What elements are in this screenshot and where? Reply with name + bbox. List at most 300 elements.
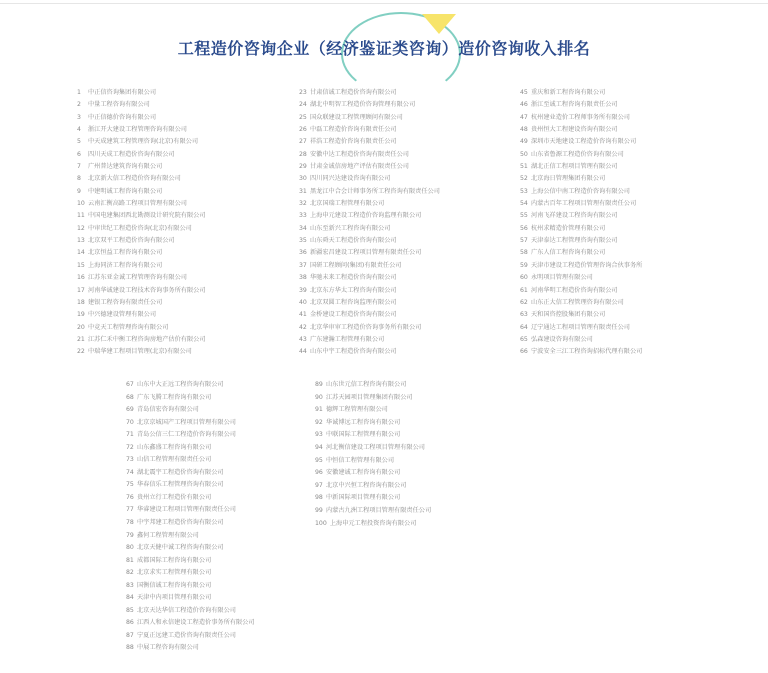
rank-number: 23 bbox=[299, 89, 307, 96]
ranking-row bbox=[77, 198, 206, 210]
ranking-row bbox=[520, 210, 642, 222]
company-name: 贵州恒大工程建设咨询有限公司 bbox=[531, 126, 618, 134]
rank-number: 17 bbox=[77, 286, 85, 294]
company-name: 北京天健中诚工程咨询有限公司 bbox=[137, 544, 224, 552]
ranking-row bbox=[77, 235, 206, 247]
ranking-row bbox=[315, 518, 431, 531]
company-name: 中联国际工程管理有限公司 bbox=[326, 431, 401, 439]
ranking-row bbox=[77, 99, 206, 111]
ranking-column-1 bbox=[77, 87, 206, 359]
company-name: 北京中兴恒工程咨询有限公司 bbox=[326, 481, 407, 489]
ranking-row bbox=[299, 161, 440, 173]
rank-number: 6 bbox=[77, 150, 81, 158]
company-name: 中国电建集团西北勘测设计研究院有限公司 bbox=[88, 212, 206, 220]
rank-number: 57 bbox=[520, 237, 528, 245]
ranking-row bbox=[126, 417, 255, 430]
company-name: 湖北正信工程项目管理有限公司 bbox=[531, 163, 618, 171]
rank-number: 48 bbox=[520, 126, 528, 134]
ranking-row bbox=[520, 346, 642, 358]
ranking-row bbox=[520, 173, 642, 185]
rank-number: 38 bbox=[299, 274, 307, 282]
rank-number: 71 bbox=[126, 431, 134, 439]
rank-number: 56 bbox=[520, 224, 528, 232]
company-name: 河南华明工程造价咨询有限公司 bbox=[531, 286, 618, 294]
company-name: 山东中宇工程造价咨询有限公司 bbox=[310, 348, 397, 356]
rank-number: 40 bbox=[299, 298, 307, 306]
company-name: 天津中内项目管理有限公司 bbox=[137, 594, 212, 602]
rank-number: 49 bbox=[520, 138, 528, 146]
rank-number: 4 bbox=[77, 126, 81, 134]
company-name: 北京恒益工程咨询有限公司 bbox=[88, 249, 163, 257]
company-name: 安徽中达工程造价咨询有限责任公司 bbox=[310, 150, 409, 158]
ranking-row bbox=[520, 161, 642, 173]
rank-number: 62 bbox=[520, 298, 528, 306]
company-name: 北京东方华太工程咨询有限公司 bbox=[310, 286, 397, 294]
rank-number: 13 bbox=[77, 237, 85, 245]
company-name: 宁夏正远建工造价咨询有限责任公司 bbox=[137, 631, 236, 639]
company-name: 河南华诚建设工程技术咨询事务所有限公司 bbox=[88, 286, 206, 294]
company-name: 云南汇衡高路工程项目管理有限公司 bbox=[88, 200, 187, 208]
rank-number: 73 bbox=[126, 456, 134, 464]
ranking-row bbox=[126, 504, 255, 517]
rank-number: 46 bbox=[520, 101, 528, 109]
company-name: 北京京城国产工程项目管理有限公司 bbox=[137, 418, 236, 426]
rank-number: 1 bbox=[77, 89, 81, 96]
ranking-row bbox=[299, 322, 440, 334]
company-name: 广东建瀚工程管理有限公司 bbox=[310, 335, 385, 343]
ranking-row bbox=[126, 592, 255, 605]
ranking-column-4 bbox=[126, 379, 255, 655]
ranking-row bbox=[77, 346, 206, 358]
ranking-row bbox=[520, 149, 642, 161]
ranking-row bbox=[315, 455, 431, 468]
rank-number: 83 bbox=[126, 581, 134, 589]
ranking-row bbox=[299, 149, 440, 161]
ranking-row bbox=[77, 297, 206, 309]
company-name: 上海公信中南工程造价咨询有限公司 bbox=[531, 187, 630, 195]
ranking-row bbox=[126, 404, 255, 417]
rank-number: 29 bbox=[299, 163, 307, 171]
rank-number: 34 bbox=[299, 224, 307, 232]
rank-number: 99 bbox=[315, 506, 323, 514]
company-name: 中建明诚工程咨询有限公司 bbox=[88, 187, 163, 195]
rank-number: 100 bbox=[315, 519, 327, 527]
rank-number: 27 bbox=[299, 138, 307, 146]
company-name: 中正信咨询集团有限公司 bbox=[88, 89, 157, 96]
ranking-row bbox=[126, 542, 255, 555]
rank-number: 31 bbox=[299, 187, 307, 195]
company-name: 中展工程咨询有限公司 bbox=[137, 644, 199, 652]
ranking-row bbox=[520, 322, 642, 334]
rank-number: 25 bbox=[299, 113, 307, 121]
rank-number: 96 bbox=[315, 469, 323, 477]
rank-number: 98 bbox=[315, 494, 323, 502]
rank-number: 43 bbox=[299, 335, 307, 343]
rank-number: 77 bbox=[126, 506, 134, 514]
rank-number: 22 bbox=[77, 348, 85, 356]
ranking-row bbox=[77, 112, 206, 124]
company-name: 四川天成工程造价咨询有限公司 bbox=[88, 150, 175, 158]
rank-number: 30 bbox=[299, 175, 307, 183]
rank-number: 60 bbox=[520, 274, 528, 282]
company-name: 贵州立行工程造价有限公司 bbox=[137, 493, 212, 501]
ranking-row bbox=[299, 334, 440, 346]
ranking-row bbox=[520, 285, 642, 297]
company-name: 华春信乐工程管理咨询有限公司 bbox=[137, 481, 224, 489]
ranking-row bbox=[126, 467, 255, 480]
ranking-row bbox=[299, 87, 440, 99]
company-name: 浙江开大建设工程管理咨询有限公司 bbox=[88, 126, 187, 134]
company-name: 中兴德建设管理有限公司 bbox=[88, 311, 157, 319]
rank-number: 68 bbox=[126, 393, 134, 401]
ranking-row bbox=[520, 124, 642, 136]
ranking-row bbox=[315, 429, 431, 442]
company-name: 德辉工程管理有限公司 bbox=[326, 406, 388, 414]
ranking-row bbox=[126, 442, 255, 455]
ranking-row bbox=[315, 505, 431, 518]
company-name: 河北衡信建设工程项目管理有限公司 bbox=[326, 443, 425, 451]
company-name: 国众联建设工程管理顾问有限公司 bbox=[310, 113, 403, 121]
ranking-column-3 bbox=[520, 87, 642, 359]
company-name: 重庆和新工程咨询有限公司 bbox=[531, 89, 606, 96]
ranking-row bbox=[520, 272, 642, 284]
ranking-row bbox=[126, 479, 255, 492]
company-name: 北京双平工程造价咨询有限公司 bbox=[88, 237, 175, 245]
ranking-row bbox=[299, 260, 440, 272]
ranking-row bbox=[315, 379, 431, 392]
ranking-row bbox=[126, 567, 255, 580]
ranking-row bbox=[126, 517, 255, 530]
rank-number: 44 bbox=[299, 348, 307, 356]
ranking-row bbox=[77, 149, 206, 161]
rank-number: 52 bbox=[520, 175, 528, 183]
company-name: 国衡信诚工程咨询有限公司 bbox=[137, 581, 212, 589]
ranking-row bbox=[299, 136, 440, 148]
company-name: 中恒信工程管理有限公司 bbox=[326, 456, 395, 464]
rank-number: 80 bbox=[126, 544, 134, 552]
rank-number: 64 bbox=[520, 323, 528, 331]
ranking-row bbox=[520, 136, 642, 148]
ranking-row bbox=[299, 124, 440, 136]
rank-number: 2 bbox=[77, 101, 81, 109]
ranking-row bbox=[77, 136, 206, 148]
company-name: 北京新大信工程造价咨询有限公司 bbox=[88, 175, 181, 183]
rank-number: 91 bbox=[315, 406, 323, 414]
ranking-row bbox=[299, 112, 440, 124]
ranking-row bbox=[77, 260, 206, 272]
ranking-row bbox=[299, 285, 440, 297]
ranking-row bbox=[126, 642, 255, 655]
ranking-row bbox=[315, 442, 431, 455]
rank-number: 54 bbox=[520, 200, 528, 208]
company-name: 成都国际工程咨询有限公司 bbox=[137, 556, 212, 564]
rank-number: 37 bbox=[299, 261, 307, 269]
rank-number: 90 bbox=[315, 393, 323, 401]
company-name: 中量工程咨询有限公司 bbox=[88, 101, 150, 109]
rank-number: 53 bbox=[520, 187, 528, 195]
rank-number: 63 bbox=[520, 311, 528, 319]
ranking-row bbox=[520, 334, 642, 346]
company-name: 甘肃金诚信房地产评估有限责任公司 bbox=[310, 163, 409, 171]
ranking-row bbox=[126, 530, 255, 543]
rank-number: 16 bbox=[77, 274, 85, 282]
rank-number: 67 bbox=[126, 381, 134, 388]
company-name: 辽宁通达工程项目管理有限责任公司 bbox=[531, 323, 630, 331]
ranking-row bbox=[520, 186, 642, 198]
decorative-triangle-icon bbox=[422, 14, 456, 34]
rank-number: 35 bbox=[299, 237, 307, 245]
rank-number: 51 bbox=[520, 163, 528, 171]
rank-number: 76 bbox=[126, 493, 134, 501]
rank-number: 28 bbox=[299, 150, 307, 158]
rank-number: 97 bbox=[315, 481, 323, 489]
rank-number: 69 bbox=[126, 406, 134, 414]
company-name: 中磊工程造价咨询有限责任公司 bbox=[310, 126, 397, 134]
rank-number: 58 bbox=[520, 249, 528, 257]
company-name: 山东鑫盛工程咨询有限公司 bbox=[137, 443, 212, 451]
company-name: 天津市建设工程造价管理咨询合伙事务所 bbox=[531, 261, 643, 269]
rank-number: 79 bbox=[126, 531, 134, 539]
company-name: 弘森建设咨询有限公司 bbox=[531, 335, 593, 343]
ranking-row bbox=[299, 247, 440, 259]
company-name: 金桥建设工程造价咨询有限公司 bbox=[310, 311, 397, 319]
rank-number: 81 bbox=[126, 556, 134, 564]
ranking-row bbox=[299, 210, 440, 222]
ranking-row bbox=[126, 555, 255, 568]
ranking-row bbox=[520, 87, 642, 99]
company-name: 内蒙古九洲工程项目管理有限责任公司 bbox=[326, 506, 432, 514]
company-name: 北京海日管理集团有限公司 bbox=[531, 175, 606, 183]
ranking-row bbox=[520, 112, 642, 124]
ranking-column-5 bbox=[315, 379, 431, 530]
company-name: 山东省鲁源工程造价咨询有限公司 bbox=[531, 150, 624, 158]
company-name: 上海同济工程咨询有限公司 bbox=[88, 261, 163, 269]
ranking-row bbox=[520, 99, 642, 111]
company-name: 宁波安全三江工程咨询招标代理有限公司 bbox=[531, 348, 643, 356]
company-name: 新疆宏昌建设工程项目管理有限责任公司 bbox=[310, 249, 422, 257]
rank-number: 24 bbox=[299, 101, 307, 109]
ranking-row bbox=[315, 392, 431, 405]
company-name: 广东飞腾工程咨询有限公司 bbox=[137, 393, 212, 401]
company-name: 江西人和永信建设工程造价事务所有限公司 bbox=[137, 619, 255, 627]
rank-number: 55 bbox=[520, 212, 528, 220]
company-name: 广东人信工程咨询有限公司 bbox=[531, 249, 606, 257]
ranking-row bbox=[126, 492, 255, 505]
company-name: 杭州建业造价工程师事务所有限公司 bbox=[531, 113, 630, 121]
ranking-row bbox=[315, 404, 431, 417]
company-name: 中宇邦建工程造价咨询有限公司 bbox=[137, 519, 224, 527]
rank-number: 87 bbox=[126, 631, 134, 639]
company-name: 青岛公信三仁工程造价咨询有限公司 bbox=[137, 431, 236, 439]
ranking-row bbox=[299, 198, 440, 210]
rank-number: 19 bbox=[77, 311, 85, 319]
rank-number: 36 bbox=[299, 249, 307, 257]
rank-number: 94 bbox=[315, 443, 323, 451]
company-name: 中新国际项目管理有限公司 bbox=[326, 494, 401, 502]
ranking-row bbox=[77, 272, 206, 284]
company-name: 北京国瑞工程管理有限公司 bbox=[310, 200, 385, 208]
ranking-row bbox=[315, 480, 431, 493]
ranking-row bbox=[520, 247, 642, 259]
company-name: 中瑞华建工程项目管理(北京)有限公司 bbox=[88, 348, 192, 356]
ranking-row bbox=[520, 235, 642, 247]
page-title: 工程造价咨询企业（经济鉴证类咨询）造价咨询收入排名 bbox=[177, 39, 591, 58]
rank-number: 32 bbox=[299, 200, 307, 208]
company-name: 天津泰达工程管理咨询有限公司 bbox=[531, 237, 618, 245]
company-name: 国研工程顾问(集团)有限责任公司 bbox=[310, 261, 402, 269]
company-name: 祥浩工程造价咨询有限责任公司 bbox=[310, 138, 397, 146]
company-name: 建银工程咨询有限责任公司 bbox=[88, 298, 163, 306]
rank-number: 78 bbox=[126, 519, 134, 527]
rank-number: 89 bbox=[315, 381, 323, 388]
company-name: 山东舜天工程造价咨询有限公司 bbox=[310, 237, 397, 245]
title-block bbox=[0, 0, 768, 80]
ranking-row bbox=[77, 334, 206, 346]
rank-number: 72 bbox=[126, 443, 134, 451]
rank-number: 12 bbox=[77, 224, 85, 232]
ranking-row bbox=[520, 223, 642, 235]
ranking-row bbox=[77, 322, 206, 334]
company-name: 山东中大正远工程咨询有限公司 bbox=[137, 381, 224, 388]
rank-number: 14 bbox=[77, 249, 85, 257]
rank-number: 88 bbox=[126, 644, 134, 652]
company-name: 天和国咨控股集团有限公司 bbox=[531, 311, 606, 319]
rank-number: 85 bbox=[126, 606, 134, 614]
company-name: 山信工程管理有限责任公司 bbox=[137, 456, 212, 464]
rank-number: 5 bbox=[77, 138, 81, 146]
company-name: 华睿建设工程项目管理有限责任公司 bbox=[137, 506, 236, 514]
company-name: 湖北震宇工程造价咨询有限公司 bbox=[137, 468, 224, 476]
rank-number: 7 bbox=[77, 163, 81, 171]
rank-number: 20 bbox=[77, 323, 85, 331]
ranking-row bbox=[77, 210, 206, 222]
rank-number: 26 bbox=[299, 126, 307, 134]
ranking-row bbox=[299, 173, 440, 185]
ranking-row bbox=[126, 605, 255, 618]
company-name: 山东正大信工程管理咨询有限公司 bbox=[531, 298, 624, 306]
ranking-row bbox=[126, 379, 255, 392]
company-name: 华驰未来工程造价咨询有限公司 bbox=[310, 274, 397, 282]
rank-number: 93 bbox=[315, 431, 323, 439]
company-name: 鑫何工程管理有限公司 bbox=[137, 531, 199, 539]
rank-number: 42 bbox=[299, 323, 307, 331]
company-name: 杭州求精造价管理有限公司 bbox=[531, 224, 606, 232]
company-name: 中天成建筑工程管理咨询(北京)有限公司 bbox=[88, 138, 199, 146]
rank-number: 47 bbox=[520, 113, 528, 121]
rank-number: 74 bbox=[126, 468, 134, 476]
ranking-row bbox=[77, 173, 206, 185]
company-name: 江苏仁禾中衡工程咨询房地产估价有限公司 bbox=[88, 335, 206, 343]
company-name: 上海申元工程投资咨询有限公司 bbox=[329, 519, 417, 527]
rank-number: 95 bbox=[315, 456, 323, 464]
rank-number: 61 bbox=[520, 286, 528, 294]
ranking-row bbox=[299, 235, 440, 247]
rank-number: 33 bbox=[299, 212, 307, 220]
company-name: 中竞天工程管理咨询有限公司 bbox=[88, 323, 169, 331]
ranking-row bbox=[126, 580, 255, 593]
company-name: 山东至新兴工程咨询有限公司 bbox=[310, 224, 391, 232]
ranking-row bbox=[77, 223, 206, 235]
company-name: 内蒙古百年工程项目管理有限责任公司 bbox=[531, 200, 637, 208]
ranking-row bbox=[315, 492, 431, 505]
ranking-row bbox=[77, 309, 206, 321]
ranking-row bbox=[126, 630, 255, 643]
ranking-row bbox=[77, 161, 206, 173]
company-name: 华诚博远工程咨询有限公司 bbox=[326, 418, 401, 426]
rank-number: 45 bbox=[520, 89, 528, 96]
rank-number: 50 bbox=[520, 150, 528, 158]
company-name: 江苏东亚金诚工程管理咨询有限公司 bbox=[88, 274, 187, 282]
ranking-row bbox=[520, 260, 642, 272]
ranking-row bbox=[77, 186, 206, 198]
company-name: 北京天达华信工程造价咨询有限公司 bbox=[137, 606, 236, 614]
ranking-row bbox=[299, 297, 440, 309]
ranking-row bbox=[520, 198, 642, 210]
rank-number: 10 bbox=[77, 200, 85, 208]
ranking-row bbox=[299, 272, 440, 284]
rank-number: 39 bbox=[299, 286, 307, 294]
rank-number: 11 bbox=[77, 212, 85, 220]
ranking-column-2 bbox=[299, 87, 440, 359]
rank-number: 21 bbox=[77, 335, 85, 343]
rank-number: 70 bbox=[126, 418, 134, 426]
rank-number: 8 bbox=[77, 175, 81, 183]
ranking-row bbox=[315, 417, 431, 430]
company-name: 山东世元信工程咨询有限公司 bbox=[326, 381, 407, 388]
rank-number: 66 bbox=[520, 348, 528, 356]
ranking-row bbox=[126, 392, 255, 405]
rank-number: 41 bbox=[299, 311, 307, 319]
rank-number: 15 bbox=[77, 261, 85, 269]
company-name: 深圳市天地建设工程造价咨询有限公司 bbox=[531, 138, 637, 146]
ranking-row bbox=[77, 87, 206, 99]
rank-number: 9 bbox=[77, 187, 81, 195]
company-name: 北京求实工程管理有限公司 bbox=[137, 569, 212, 577]
company-name: 广州普达建筑咨询有限公司 bbox=[88, 163, 163, 171]
company-name: 江苏天园项目管理集团有限公司 bbox=[326, 393, 413, 401]
rank-number: 65 bbox=[520, 335, 528, 343]
rank-number: 84 bbox=[126, 594, 134, 602]
ranking-row bbox=[126, 617, 255, 630]
ranking-row bbox=[315, 467, 431, 480]
ranking-row bbox=[520, 309, 642, 321]
rank-number: 86 bbox=[126, 619, 134, 627]
rank-number: 3 bbox=[77, 113, 81, 121]
ranking-row bbox=[299, 99, 440, 111]
rank-number: 82 bbox=[126, 569, 134, 577]
ranking-row bbox=[299, 186, 440, 198]
ranking-row bbox=[299, 346, 440, 358]
company-name: 安徽建诚工程咨询有限公司 bbox=[326, 469, 401, 477]
ranking-row bbox=[77, 124, 206, 136]
ranking-row bbox=[77, 247, 206, 259]
ranking-row bbox=[520, 297, 642, 309]
ranking-row bbox=[299, 309, 440, 321]
company-name: 中正信德价咨询有限公司 bbox=[88, 113, 157, 121]
company-name: 甘肃信诚工程造价咨询有限公司 bbox=[310, 89, 397, 96]
rank-number: 18 bbox=[77, 298, 85, 306]
company-name: 北京双圆工程咨询监理有限公司 bbox=[310, 298, 397, 306]
company-name: 中审世纪工程造价咨询(北京)有限公司 bbox=[88, 224, 192, 232]
ranking-row bbox=[299, 223, 440, 235]
company-name: 湖北中明智工程造价咨询管理有限公司 bbox=[310, 101, 416, 109]
company-name: 北京华审审工程造价咨询事务所有限公司 bbox=[310, 323, 422, 331]
company-name: 四川同兴达建设咨询有限公司 bbox=[310, 175, 391, 183]
ranking-row bbox=[126, 429, 255, 442]
rank-number: 59 bbox=[520, 261, 528, 269]
rank-number: 75 bbox=[126, 481, 134, 489]
company-name: 浙江至诚工程咨询有限责任公司 bbox=[531, 101, 618, 109]
